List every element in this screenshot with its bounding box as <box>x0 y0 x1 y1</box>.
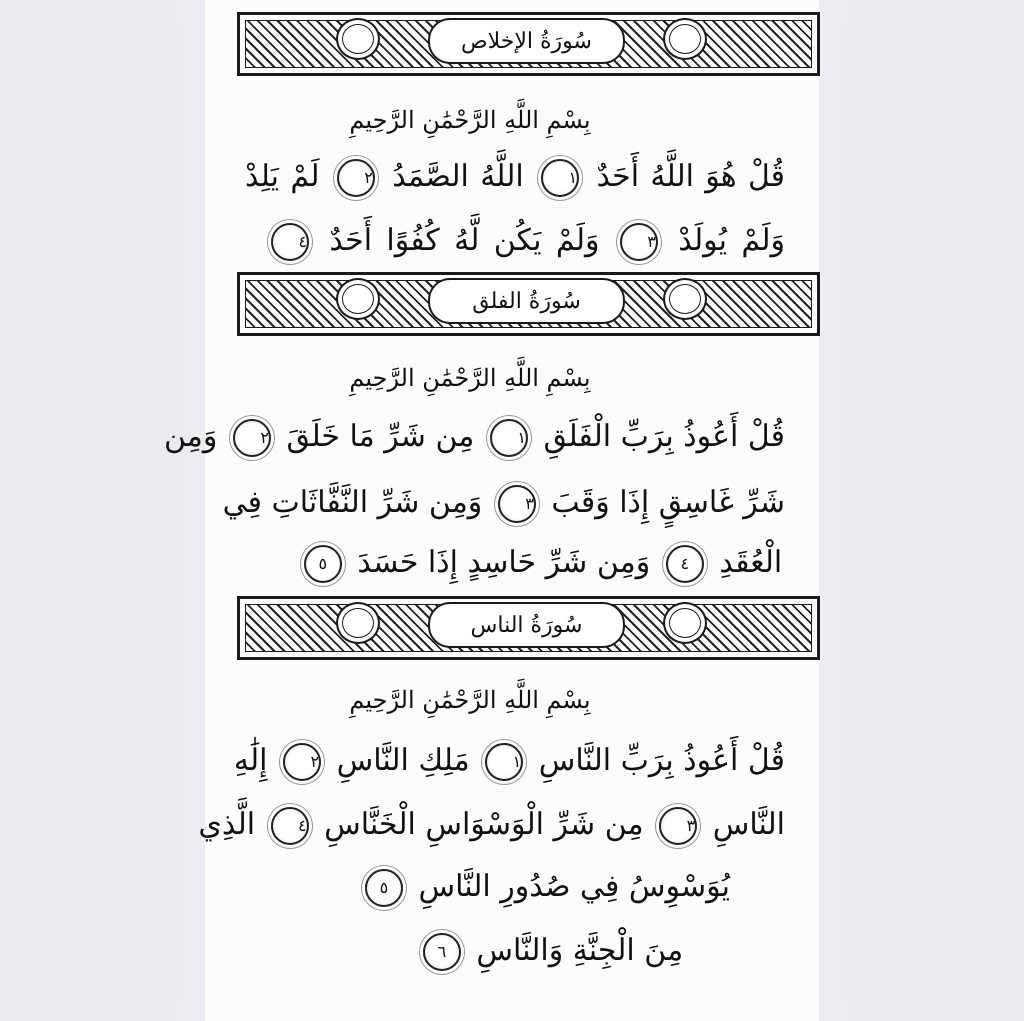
ayah-number-marker: ٢ <box>337 159 375 197</box>
ayah-line <box>233 736 785 786</box>
ayah-line <box>265 216 785 266</box>
left-medallion-icon <box>336 18 380 60</box>
ayah-line <box>222 478 785 528</box>
ayah-text: مِن شَرِّ الْوَسْوَاسِ الْخَنَّاسِ <box>324 807 644 842</box>
ayah-number-marker: ٢ <box>233 419 271 457</box>
ayah-text: شَرِّ غَاسِقٍ إِذَا وَقَبَ <box>551 485 785 520</box>
ayah-number-marker: ٤ <box>271 807 309 845</box>
ayah-text: وَلَمْ يُولَدْ <box>678 223 786 258</box>
ayah-number-marker: ١ <box>485 743 523 781</box>
ayah-number-marker: ٣ <box>659 807 697 845</box>
ayah-text: مِنَ الْجِنَّةِ وَالنَّاسِ <box>476 933 684 968</box>
ayah-number-marker: ٥ <box>365 869 403 907</box>
ayah-text: مِن شَرِّ مَا خَلَقَ <box>286 419 475 454</box>
ayah-text: اللَّهُ الصَّمَدُ <box>392 159 524 194</box>
surah-title: سُورَةُ الفلق <box>428 278 625 324</box>
ayah-line <box>400 926 700 976</box>
ayah-text: وَمِن شَرِّ النَّفَّاثَاتِ فِي <box>222 485 483 520</box>
ayah-line <box>198 800 785 850</box>
ayah-number-marker: ٣ <box>620 223 658 261</box>
ayah-text: وَمِن <box>163 419 218 454</box>
ayah-line <box>245 152 785 202</box>
ayah-number-marker: ٦ <box>423 933 461 971</box>
right-medallion-icon <box>663 602 707 644</box>
basmala: بِسْمِ اللَّهِ الرَّحْمَٰنِ الرَّحِيمِ <box>349 686 591 714</box>
left-medallion-icon <box>336 602 380 644</box>
ayah-line <box>370 862 730 912</box>
basmala: بِسْمِ اللَّهِ الرَّحْمَٰنِ الرَّحِيمِ <box>349 364 591 392</box>
ayah-text: النَّاسِ <box>712 807 785 842</box>
ayah-text: وَلَمْ يَكُن لَّهُ كُفُوًا أَحَدٌ <box>329 223 600 258</box>
surah-header-frame <box>237 596 820 660</box>
surah-title: سُورَةُ الناس <box>428 602 625 648</box>
surah-title: سُورَةُ الإخلاص <box>428 18 625 64</box>
ayah-number-marker: ١ <box>490 419 528 457</box>
ayah-line <box>163 412 785 462</box>
ayah-text: الْعُقَدِ <box>719 545 783 580</box>
ayah-number-marker: ٤ <box>271 223 309 261</box>
right-medallion-icon <box>663 18 707 60</box>
surah-header-frame <box>237 12 820 76</box>
ayah-number-marker: ١ <box>541 159 579 197</box>
ayah-text: يُوَسْوِسُ فِي صُدُورِ النَّاسِ <box>418 869 730 904</box>
ayah-number-marker: ٣ <box>498 485 536 523</box>
ayah-text: الَّذِي <box>198 807 256 842</box>
ayah-number-marker: ٥ <box>304 545 342 583</box>
basmala: بِسْمِ اللَّهِ الرَّحْمَٰنِ الرَّحِيمِ <box>349 106 591 134</box>
left-medallion-icon <box>336 278 380 320</box>
ayah-number-marker: ٢ <box>283 743 321 781</box>
right-medallion-icon <box>663 278 707 320</box>
ayah-number-marker: ٤ <box>666 545 704 583</box>
surah-header-frame <box>237 272 820 336</box>
ayah-text: قُلْ هُوَ اللَّهُ أَحَدٌ <box>596 159 786 194</box>
ayah-text: إِلَٰهِ <box>233 743 268 778</box>
ayah-text: قُلْ أَعُوذُ بِرَبِّ الْفَلَقِ <box>543 419 785 454</box>
ayah-text: لَمْ يَلِدْ <box>245 159 320 194</box>
ayah-line <box>295 538 785 588</box>
ayah-text: مَلِكِ النَّاسِ <box>336 743 470 778</box>
ayah-text: قُلْ أَعُوذُ بِرَبِّ النَّاسِ <box>538 743 785 778</box>
ayah-text: وَمِن شَرِّ حَاسِدٍ إِذَا حَسَدَ <box>357 545 651 580</box>
